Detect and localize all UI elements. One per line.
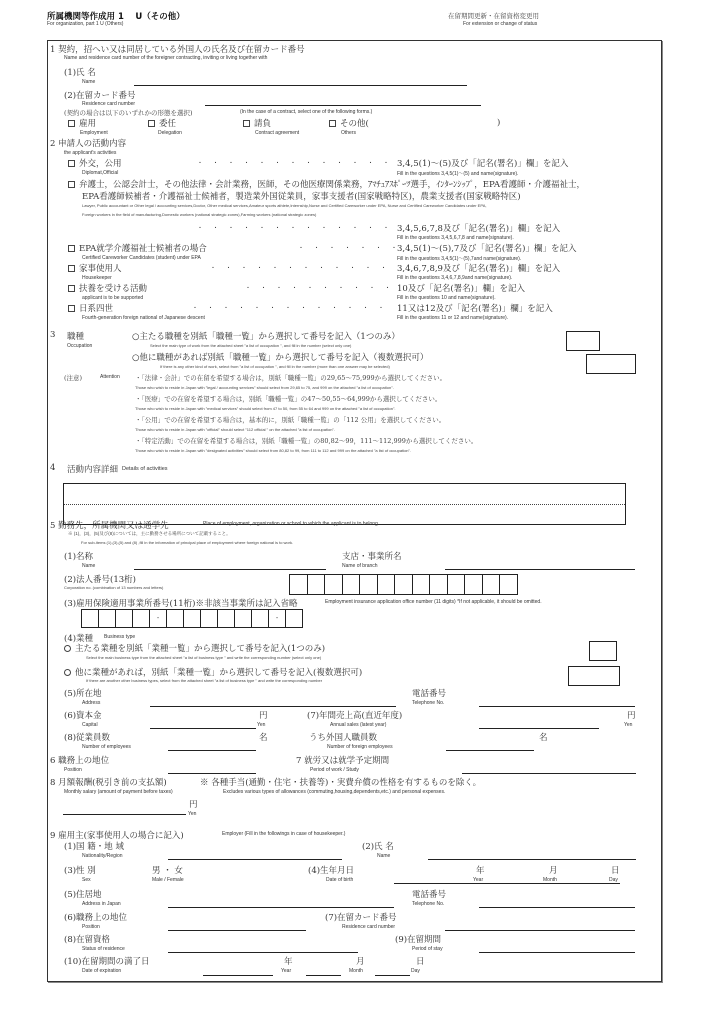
occupation-main-label-en: Select the main type of work from the attached sheet "a list of occupation ", and fill in the number (select only one) [150, 343, 352, 348]
s9-name-field[interactable] [428, 859, 636, 860]
s9-sex-options-en: Male / Female [152, 877, 184, 883]
month-label: 月 [356, 957, 365, 967]
s9-position-field[interactable] [168, 930, 306, 931]
attention-note-official: ・「公用」での在留を希望する場合は，基本的に，別紙「職種一覧」の「112 公用」を選択してください。 [135, 416, 446, 424]
yen-label: 円 [259, 711, 268, 721]
s5-foreign-label: うち外国人職員数 [309, 733, 378, 743]
s9-nationality-label: (1)国 籍・地 域 [64, 842, 124, 852]
activity-nikkei-en: Fourth-generation foreign national of Japanese descent [82, 315, 205, 321]
form-purpose-en: For extension or change of status [463, 21, 538, 27]
s5-foreign-label-en: Number of foreign employees [327, 744, 393, 750]
year-label-en: Year [281, 968, 292, 974]
attention-note-official-en: Those who wish to reside in Japan with "official" should select "112 official " on the attached "a list of occupation". [135, 427, 335, 432]
section6-title-en: Position [64, 767, 82, 773]
section5-note-en: For sub-items (1),(3),(5) and (8) ,fill in the information of principal place of employment where foreign national is to work. [81, 540, 294, 545]
s5-name-field[interactable] [134, 569, 326, 570]
activity-nikkei[interactable]: 日系四世 [68, 302, 113, 314]
s9-address-field[interactable] [168, 907, 394, 908]
s9-expiration-label-en: Date of expiration [82, 968, 122, 974]
radio[interactable] [64, 645, 71, 652]
s1-card-field[interactable] [205, 105, 481, 106]
s5-tel-label: 電話番号 [412, 689, 447, 699]
s9-status-label: (8)在留資格 [64, 935, 111, 945]
contract-others-close: ) [497, 118, 501, 128]
s5-sales-label: (7)年間売上高(直近年度) [307, 711, 403, 721]
section7-title-en: Period of work / Study [310, 767, 359, 773]
s9-sex-options[interactable]: 男 ・ 女 [152, 866, 183, 876]
form-title-en: For organization, part 1 U (Others) [47, 21, 124, 27]
contract-others-en: Others [341, 130, 357, 136]
section8-note-en: Excludes various types of allowances (commuting,housing,dependents,etc.) and personal expenses. [223, 789, 446, 795]
activity-housekeeper-en: Housekeeper [82, 275, 112, 281]
contract-employment-en: Employment [80, 130, 108, 136]
s5-corp-label: (2)法人番号(13桁) [64, 575, 136, 585]
yen-label-en: Yen [188, 811, 197, 817]
s9-expiration-label: (10)在留期間の満了日 [64, 957, 150, 967]
section9-title-en: Employer (Fill in the followings in case of housekeeper.) [222, 831, 346, 837]
activity-professional-instr-en: Fill in the questions 3,4,5,6,7,8 and name(signature). [397, 235, 514, 241]
leader-dots: ・・・・・・・ [298, 245, 407, 252]
checkbox[interactable] [68, 245, 75, 252]
activity-diplomat[interactable]: 外交，公用 [68, 157, 122, 169]
checkbox[interactable] [329, 120, 336, 127]
s5-capital-label-en: Capital [82, 722, 98, 728]
business-main-option[interactable]: 主たる業種を別紙「業種一覧」から選択して番号を記入(1つのみ) [64, 642, 325, 654]
s5-employees-label: (8)従業員数 [64, 733, 111, 743]
s9-status-field[interactable] [168, 952, 358, 953]
activity-epa-student-en: Certified Careworker Candidates (student) under EPA [82, 255, 201, 261]
day-label-en: Day [411, 968, 420, 974]
leader-dots: ・・・・・・・・・・・・ [210, 265, 397, 272]
s5-corp-label-en: Corporation no. (combination of 13 numbers and letters) [64, 585, 164, 590]
leader-dots: ・・・・・・・・・・・・・ [197, 160, 399, 167]
year-label-en: Year [473, 877, 484, 883]
s9-position-label-en: Position [82, 924, 100, 930]
attention-label-en: Attention [100, 374, 120, 380]
form-purpose: 在留期間更新・在留資格変更用 [448, 12, 539, 20]
s5-address-label: (5)所在地 [64, 689, 102, 699]
yen-label-en: Yen [624, 722, 633, 728]
s5-sales-field[interactable] [479, 728, 599, 729]
occupation-other-label: ○他に職種があれば別紙「職種一覧」から選択して番号を記入（複数選択可） [132, 353, 429, 363]
section4-title-en: Details of activities [122, 466, 168, 472]
activity-diplomat-instr-en: Fill in the questions 3,4,5(1)～(5) and name(signature). [397, 171, 519, 177]
section1-title: 1 契約，招へい又は同居している外国人の氏名及び在留カード番号 [50, 45, 305, 55]
s9-status-label-en: Status of residence [82, 946, 125, 952]
s9-exp-day-field[interactable] [375, 975, 410, 976]
s9-period-label-en: Period of stay [412, 946, 443, 952]
section5-title: 5 勤務先，所属機関又は通学先 [50, 521, 169, 531]
contract-employment[interactable]: 雇用 [68, 117, 96, 129]
leader-dots: ・・・・・・・・・・ [245, 285, 401, 292]
attention-note-legal-en: Those who wish to reside in Japan with "legal / accounting services" should select from 29,65 to 75, and 999 on the attached "a list of occupation". [135, 385, 394, 390]
occupation-main-label: ○主たる職種を別紙「職種一覧」から選択して番号を記入（1つのみ） [132, 332, 400, 342]
activity-epa-student[interactable]: EPA就学介護福祉士候補者の場合 [68, 242, 207, 254]
s9-sex-label: (3)性 別 [64, 866, 96, 876]
s5-name-label-en: Name [82, 563, 96, 569]
s1-name-label-en: Name [82, 79, 96, 85]
section3-title-en: Occupation [67, 343, 93, 349]
activity-professional-line2: EPA看護師候補者・介護福祉士候補者，製造業外国従業員，家事支援者(国家戦略特区)，農業支援者(国家戦略特区) [82, 192, 521, 202]
activity-professional-instr: 3,4,5,6,7,8及び「記名(署名)」欄」を記入 [397, 224, 561, 234]
checkbox[interactable] [68, 160, 75, 167]
attention-note-medical: ・「医療」での在留を希望する場合は，別紙「職種一覧」の47～50,55～64,999から選択してください。 [135, 395, 442, 403]
activity-housekeeper[interactable]: 家事使用人 [68, 262, 122, 274]
attention-note-medical-en: Those who wish to reside in Japan with "medical services" should select from 47 to 50, from 55 to 64 and 999 on the attached "a list of occupation". [135, 406, 396, 411]
section4-title: 活動内容詳細 [67, 465, 119, 475]
business-other-box[interactable] [568, 666, 620, 686]
contract-agreement-en: Contract agreement [255, 130, 300, 136]
occupation-main-box[interactable] [566, 331, 600, 351]
s9-tel-label: 電話番号 [412, 890, 447, 900]
s9-period-label: (9)在留期間 [395, 935, 442, 945]
section1-title-en: Name and residence card number of the foreigner contracting, inviting or living together with [64, 55, 268, 61]
s5-address-field[interactable] [150, 706, 396, 707]
activity-epa-student-instr: 3,4,5(1)～(5),7及び「記名(署名)」欄」を記入 [397, 244, 577, 254]
occupation-other-box[interactable] [586, 354, 636, 374]
s9-address-label: (5)住居地 [64, 890, 102, 900]
activity-diplomat-instr: 3,4,5(1)～(5)及び「記名(署名)」欄」を記入 [397, 159, 569, 169]
checkbox[interactable] [68, 285, 75, 292]
period-field[interactable] [462, 773, 636, 774]
s5-address-label-en: Address [82, 700, 101, 706]
s5-business-label: (4)業種 [64, 634, 94, 644]
s9-name-label: (2)氏 名 [362, 842, 394, 852]
s5-branch-label-en: Name of branch [342, 563, 378, 569]
s1-name-field[interactable] [134, 85, 467, 86]
insurance-number-cells[interactable]: - - [81, 609, 303, 628]
s5-insurance-label: (3)雇用保険適用事業所番号(11桁)※非該当事業所は記入省略 [64, 599, 298, 609]
day-label: 日 [416, 957, 425, 967]
persons-label: 名 [539, 733, 548, 743]
leader-dots: ・・・・・・・・・・・・・ [192, 305, 394, 312]
s9-exp-year-field[interactable] [203, 975, 273, 976]
attention-note-designated-en: Those who wish to reside in Japan with "designated activities" should select from 80,82 to 99, from 111 to 112 and 999 on the attached "a list of occupation". [135, 448, 412, 453]
section3-title: 職種 [67, 332, 85, 342]
contract-agreement[interactable]: 請負 [243, 117, 271, 129]
s9-dob-field[interactable] [394, 883, 620, 884]
yen-label: 円 [627, 711, 636, 721]
activity-professional-en: Lawyer, Public accountant or Other legal / accounting services,Doctor, Other medical services,Amateur sports athlete,Internship,Nurse and Certified Careworker under EPA, Nurse and Certified Careworker Candidates under EPA, [82, 203, 487, 208]
section5-title-en: Place of employment, organization or school to which the applicant is to belong [203, 521, 378, 527]
checkbox[interactable] [68, 265, 75, 272]
s9-name-label-en: Name [377, 853, 391, 859]
s9-tel-label-en: Telephone No. [412, 901, 445, 907]
activity-housekeeper-instr-en: Fill in the questions 3,4,6,7,8,9and name(signature). [397, 275, 513, 281]
s5-foreign-field[interactable] [446, 750, 534, 751]
section7-title: 7 就労又は就学予定期間 [296, 756, 390, 766]
section6-title: 6 職務上の地位 [50, 756, 110, 766]
radio[interactable] [64, 669, 71, 676]
corporation-number-cells[interactable] [289, 574, 518, 595]
section3-num: 3 [50, 330, 56, 340]
s9-dob-label: (4)生年月日 [308, 866, 355, 876]
section8-title-en: Monthly salary (amount of payment before taxes) [64, 789, 173, 795]
activity-nikkei-instr-en: Fill in the questions 11 or 12 and name(signature). [397, 315, 509, 321]
business-other-option-en: If there are another other business types, select from the attached sheet "a list of business type " and write the corresponding number [86, 678, 323, 683]
dotted-divider [64, 504, 625, 505]
activity-diplomat-en: Diplomat,Official [82, 170, 119, 176]
checkbox[interactable] [68, 305, 75, 312]
s1-name-label: (1)氏 名 [64, 68, 96, 78]
contract-delegation-en: Delegation [158, 130, 182, 136]
checkbox[interactable] [68, 181, 75, 188]
month-label-en: Month [543, 877, 557, 883]
activity-professional[interactable]: 弁護士，公認会計士，その他法律・会計業務，医師，その他医療関係業務，ｱﾏﾁｭｱｽﾎﾟｰﾂ選手，ｲﾝﾀｰﾝｼｯﾌﾟ，EPA看護師・介護福祉士， [68, 178, 585, 190]
day-label: 日 [611, 866, 620, 876]
section8-title: 8 月額報酬(税引き前の支払額) [50, 778, 167, 788]
s9-card-label-en: Residence card number [342, 924, 396, 930]
checkbox[interactable] [148, 120, 155, 127]
business-main-box[interactable] [589, 641, 617, 661]
attention-label: (注意) [64, 374, 83, 382]
section4-num: 4 [50, 463, 56, 473]
s5-tel-field[interactable] [479, 706, 635, 707]
s5-name-label: (1)名称 [64, 552, 94, 562]
contract-others[interactable]: その他( [329, 117, 369, 129]
business-other-option[interactable]: 他に業種があれば，別紙「業種一覧」から選択して番号を記入(複数選択可) [64, 666, 362, 678]
year-label: 年 [284, 957, 293, 967]
yen-label: 円 [189, 800, 198, 810]
attention-note-legal: ・「法律・会計」での在留を希望する場合は，別紙「職種一覧」の29,65～75,999から選択してください。 [135, 374, 447, 382]
s9-sex-label-en: Sex [82, 877, 91, 883]
section8-note: ※ 各種手当(通勤・住宅・扶養等)・実費弁償の性格を有するものを除く。 [200, 778, 482, 788]
s9-period-field[interactable] [479, 952, 635, 953]
s5-business-label-en: Business type [104, 634, 136, 640]
activity-nikkei-instr: 11又は12及び「記名(署名)」欄」を記入 [397, 304, 553, 314]
s5-branch-label: 支店・事業所名 [342, 552, 402, 562]
s1-card-label: (2)在留カード番号 [64, 91, 136, 101]
contract-delegation[interactable]: 委任 [148, 117, 176, 129]
form-title: 所属機関等作成用 1 U（その他） [47, 12, 185, 22]
day-label-en: Day [609, 877, 618, 883]
activity-professional-en2: Foreign workers in the field of manufacturing,Domestic workers (national strategic zones),Farming workers (national strategic zones) [82, 212, 317, 217]
activity-supported-instr-en: Fill in the questions 10 and name(signature). [397, 295, 496, 301]
month-label-en: Month [349, 968, 363, 974]
checkbox[interactable] [243, 120, 250, 127]
s9-address-label-en: Address in Japan [82, 901, 121, 907]
persons-label: 名 [259, 733, 268, 743]
s1-contract-note-en: (In the case of a contract, select one of the following forms.) [240, 109, 373, 115]
s9-card-field[interactable] [445, 930, 635, 931]
salary-field[interactable] [63, 814, 186, 815]
section9-title: 9 雇用主(家事使用人の場合に記入) [50, 831, 184, 841]
section5-note: ※ (1)，(3)，(5)及び(8)については，主に勤務させる場所について記載すること。 [68, 531, 231, 536]
s5-tel-label-en: Telephone No. [412, 700, 445, 706]
s5-sales-label-en: Annual sales (latest year) [330, 722, 387, 728]
s5-employees-label-en: Number of employees [82, 744, 131, 750]
attention-note-designated: ・「特定活動」での在留を希望する場合は，別紙「職種一覧」の80,82～99，111～112,999から選択してください。 [135, 437, 478, 445]
yen-label-en: Yen [257, 722, 266, 728]
s9-card-label: (7)在留カード番号 [325, 913, 397, 923]
activity-supported-en: applicant is to be supported [82, 295, 144, 301]
position-field[interactable] [168, 773, 256, 774]
s1-contract-note: (契約の場合は以下のいずれかの形態を選択) [64, 109, 193, 117]
activity-supported-instr: 10及び「記名(署名)」欄」を記入 [397, 284, 525, 294]
s5-capital-label: (6)資本金 [64, 711, 102, 721]
activity-housekeeper-instr: 3,4,6,7,8,9及び「記名(署名)」欄」を記入 [397, 264, 561, 274]
s9-tel-field[interactable] [479, 907, 635, 908]
section2-title-en: the applicant's activities [64, 150, 117, 156]
s5-insurance-label-en: Employment insurance application office number (11 digits) *If not applicable, it should be omitted. [325, 599, 542, 605]
s5-branch-field[interactable] [445, 569, 635, 570]
activity-epa-student-instr-en: Fill in the questions 3,4,5(1)～(5),7and name(signature). [397, 256, 522, 262]
s9-exp-month-field[interactable] [306, 975, 341, 976]
s5-employees-field[interactable] [168, 750, 256, 751]
s5-capital-field[interactable] [150, 728, 256, 729]
section2-title: 2 申請人の活動内容 [50, 139, 127, 149]
s9-nationality-field[interactable] [168, 859, 342, 860]
activity-supported[interactable]: 扶養を受ける活動 [68, 282, 147, 294]
s9-nationality-label-en: Nationality/Region [82, 853, 123, 859]
checkbox[interactable] [68, 120, 75, 127]
s1-card-label-en: Residence card number [82, 101, 136, 107]
leader-dots: ・・・・・・・・・・・・・ [197, 225, 399, 232]
s9-dob-label-en: Date of birth [326, 877, 354, 883]
s9-position-label: (6)職務上の地位 [64, 913, 128, 923]
business-main-option-en: Select the main business type from the attached sheet "a list of business type " and write the corresponding number (select only one) [86, 655, 322, 660]
occupation-other-label-en: If there is any other kind of work, select from "a list of occupation ", and fill in the number (more than one answer may be selected) [160, 364, 390, 369]
year-label: 年 [476, 866, 485, 876]
month-label: 月 [549, 866, 558, 876]
